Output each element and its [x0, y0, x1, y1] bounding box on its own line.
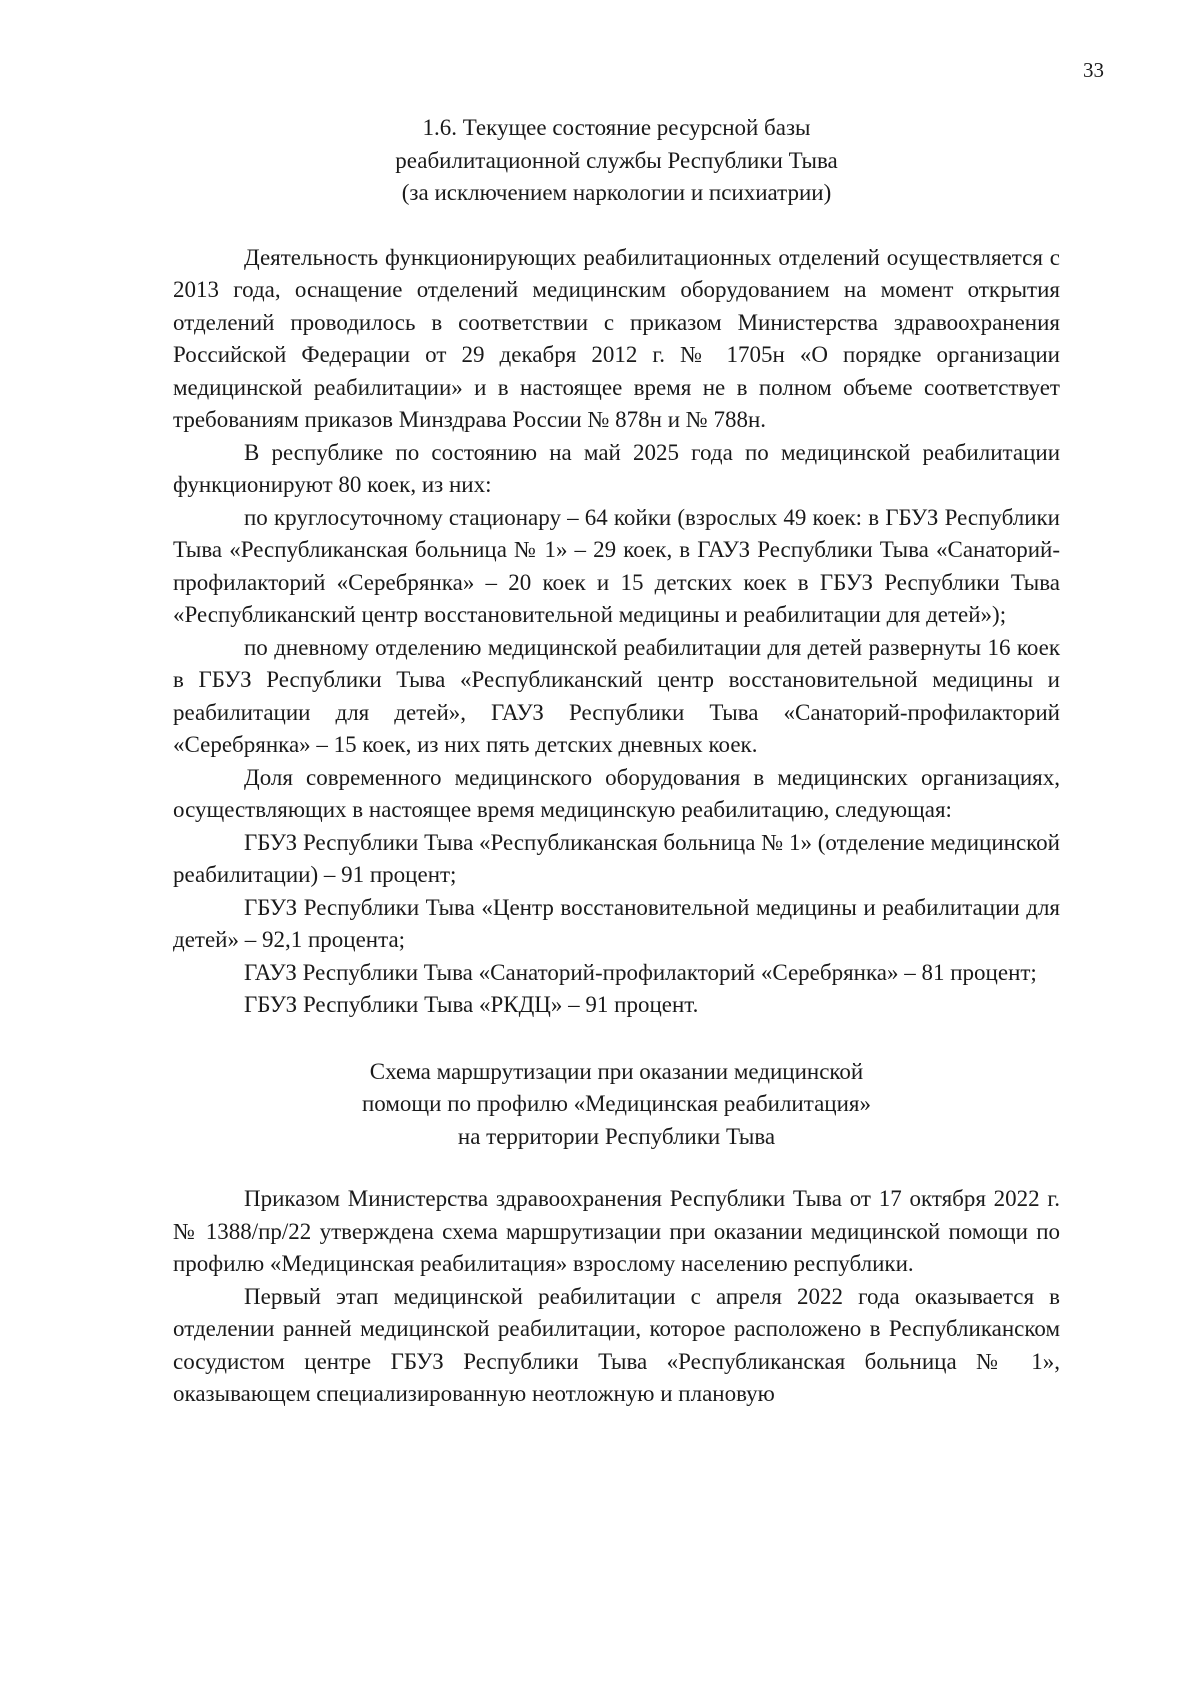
paragraph-routing-order: Приказом Министерства здравоохранения Республики Тыва от 17 октября 2022 г. № 1388/пр/22 утверждена схема маршрутизации при оказании медицинской помощи по профилю «Медицинская реабилитация» взрослому населению республики.: [173, 1186, 1060, 1276]
routing-heading-line: Схема маршрутизации при оказании медицинской: [369, 1058, 864, 1084]
page-number: 33: [1083, 58, 1104, 82]
paragraph-equipment-share-intro: Доля современного медицинского оборудования в медицинских организациях, осуществляющих в настоящее время медицинскую реабилитацию, следующая:: [173, 764, 1060, 822]
routing-scheme-heading: [173, 1056, 1060, 1154]
paragraph-round-the-clock-beds: по круглосуточному стационару – 64 койки (взрослых 49 коек: в ГБУЗ Республики Тыва «Республиканская больница № 1» – 29 коек, в ГАУЗ Республики Тыва «Санаторий-профилакторий «Серебрянка» – 20 коек и 15 детских коек в ГБУЗ Республики Тыва «Республиканский центр восстановительной медицины и реабилитации для детей»);: [173, 504, 1060, 627]
paragraph-beds-total: В республике по состоянию на май 2025 года по медицинской реабилитации функционируют 80 коек, из них:: [173, 439, 1060, 497]
equipment-share-item: ГАУЗ Республики Тыва «Санаторий-профилакторий «Серебрянка» – 81 процент;: [244, 959, 1037, 985]
section-heading-line: 1.6. Текущее состояние ресурсной базы: [422, 115, 811, 140]
document-body: [173, 112, 1060, 1411]
paragraph-first-stage: Первый этап медицинской реабилитации с апреля 2022 года оказывается в отделении ранней медицинской реабилитации, которое расположено в Республиканском сосудистом центре ГБУЗ Республики Тыва «Республиканская больница № 1», оказывающем специализированную неотложную и плановую: [173, 1283, 1060, 1406]
section-heading-line: реабилитационной службы Республики Тыва: [395, 147, 838, 173]
equipment-share-item: ГБУЗ Республики Тыва «РКДЦ» – 91 процент.: [244, 992, 699, 1017]
section-heading: [173, 112, 1060, 210]
equipment-share-item: ГБУЗ Республики Тыва «Республиканская больница № 1» (отделение медицинской реабилитации) – 91 процент;: [173, 829, 1060, 887]
equipment-share-item: ГБУЗ Республики Тыва «Центр восстановительной медицины и реабилитации для детей» – 92,1 процента;: [173, 894, 1060, 952]
section-heading-line: (за исключением наркологии и психиатрии): [401, 180, 832, 205]
routing-heading-line: помощи по профилю «Медицинская реабилитация»: [362, 1091, 871, 1116]
paragraph-equipment-status: Деятельность функционирующих реабилитационных отделений осуществляется с 2013 года, оснащение отделений медицинским оборудованием на момент открытия отделений проводилось в соответствии с приказом Министерства здравоохранения Российской Федерации от 29 декабря 2012 г. № 1705н «О порядке организации медицинской реабилитации» и в настоящее время не в полном объеме соответствует требованиям приказов Минздрава России № 878н и № 788н.: [173, 244, 1060, 432]
routing-heading-line: на территории Республики Тыва: [457, 1123, 776, 1149]
paragraph-day-department-beds: по дневному отделению медицинской реабилитации для детей развернуты 16 коек в ГБУЗ Республики Тыва «Республиканский центр восстановительной медицины и реабилитации для детей», ГАУЗ Республики Тыва «Санаторий-профилакторий «Серебрянка» – 15 коек, из них пять детских дневных коек.: [173, 634, 1060, 757]
